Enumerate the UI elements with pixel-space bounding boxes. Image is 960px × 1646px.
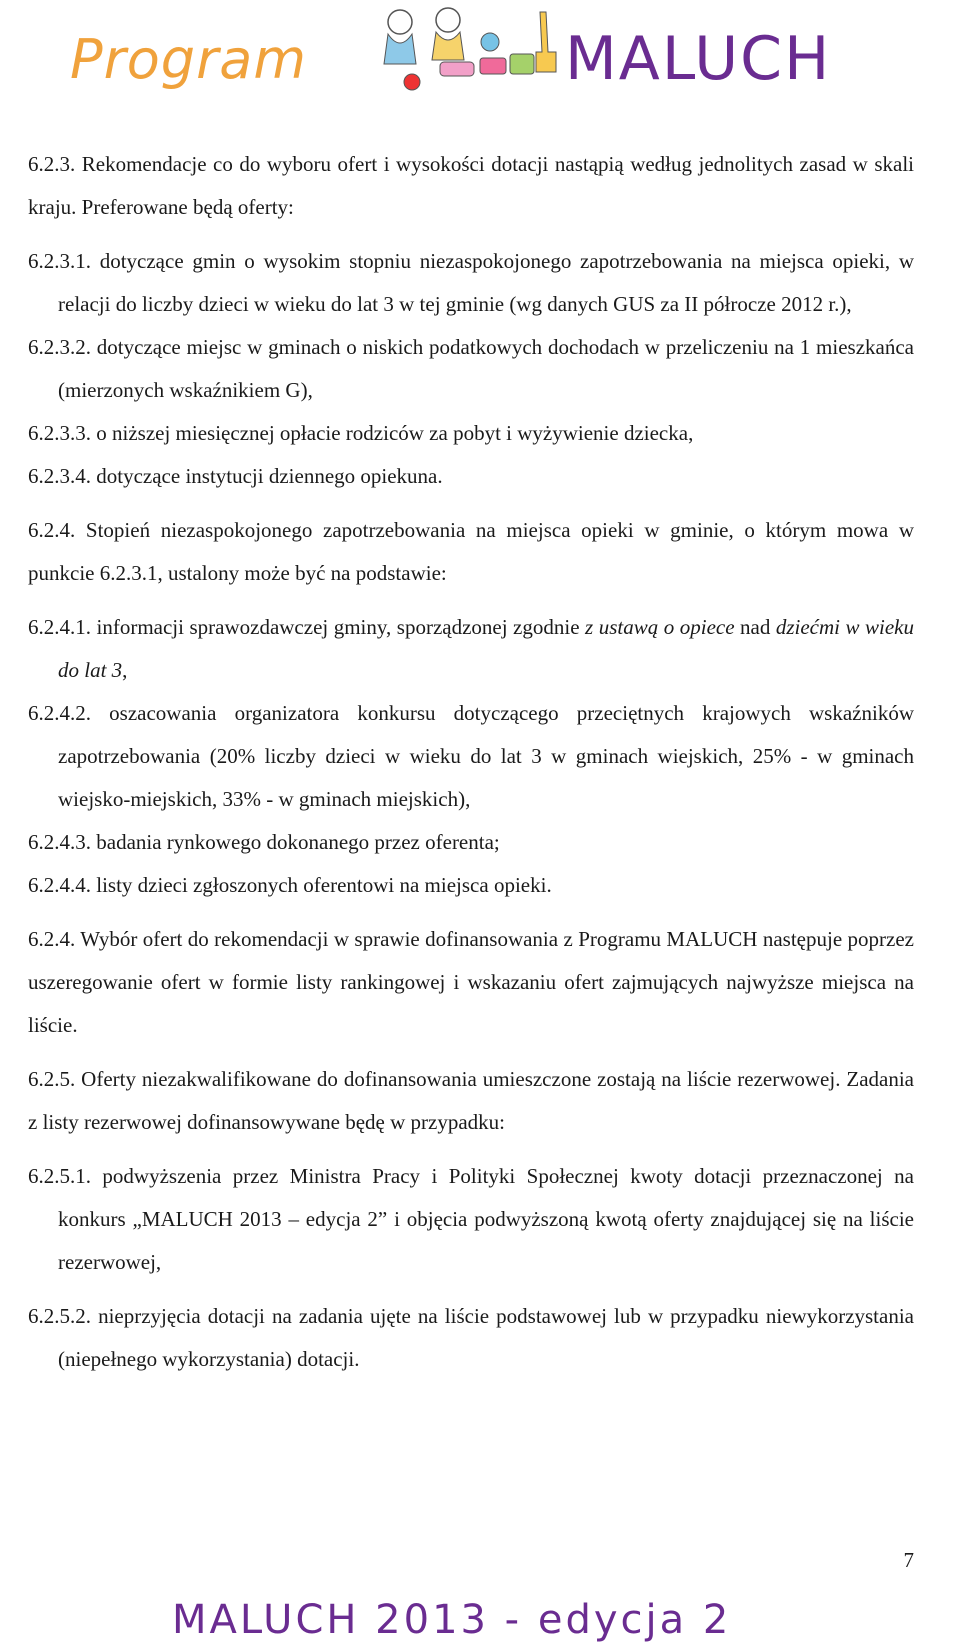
paragraph-6-2-5-2-text: 6.2.5.2. nieprzyjęcia dotacji na zadania ujęte na liście podstawowej lub w przypadku niewykorzystania (niepełnego wykorzystania) dotacji. xyxy=(28,1304,914,1371)
paragraph-6-2-3-1-text: 6.2.3.1. dotyczące gmin o wysokim stopniu niezaspokojonego zapotrzebowania na miejsca opieki, w relacji do liczby dzieci w wieku do lat 3 w tej gminie (wg danych GUS za II półrocze 2012 r.), xyxy=(28,249,914,316)
law-reference-nad: nad xyxy=(740,615,771,639)
paragraph-6-2-4-b: 6.2.4. Wybór ofert do rekomendacji w sprawie dofinansowania z Programu MALUCH następuje poprzez uszeregowanie ofert w formie listy rankingowej i wskazaniu ofert zajmujących najwyższe miejsca na liście. xyxy=(28,927,914,1037)
paragraph-6-2-5: 6.2.5. Oferty niezakwalifikowane do dofinansowania umieszczone zostają na liście rezerwowej. Zadania z listy rezerwowej dofinansowywane będę w przypadku: xyxy=(28,1067,914,1134)
paragraph-6-2-5-1-text: 6.2.5.1. podwyższenia przez Ministra Pracy i Polityki Społecznej kwoty dotacji przeznaczonej na konkurs „MALUCH 2013 – edycja 2” i objęcia podwyższoną kwotą oferty znajdującej się na liście rezerwowej, xyxy=(28,1164,914,1274)
logo-maluch-text: MALUCH xyxy=(565,24,832,94)
paragraph-6-2-4-1 xyxy=(28,606,914,692)
footer-logo-text: MALUCH 2013 - edycja 2 xyxy=(172,1597,732,1643)
law-reference-part1: z ustawą o opiece xyxy=(585,615,735,639)
paragraph-6-2-4-3: 6.2.4.3. badania rynkowego dokonanego przez oferenta; xyxy=(28,830,500,854)
children-illustration-icon xyxy=(370,2,570,102)
page-footer xyxy=(0,1595,960,1646)
page-header xyxy=(0,0,960,115)
paragraph-6-2-4: 6.2.4. Stopień niezaspokojonego zapotrzebowania na miejsca opieki w gminie, o którym mowa w punkcie 6.2.3.1, ustalony może być na podstawie: xyxy=(28,518,914,585)
page-number: 7 xyxy=(903,1548,914,1572)
law-reference-part2: dziećmi w wieku do lat 3 xyxy=(58,615,914,682)
paragraph-6-2-4-2-text: 6.2.4.2. oszacowania organizatora konkursu dotyczącego przeciętnych krajowych wskaźników zapotrzebowania (20% liczby dzieci w wieku do lat 3 w gminach wiejskich, 25% - w gminach wiejsko-miejskich, 33% - w gminach miejskich), xyxy=(28,701,914,811)
logo-program-text: Program xyxy=(70,28,307,91)
paragraph-6-2-3-2-text: 6.2.3.2. dotyczące miejsc w gminach o niskich podatkowych dochodach w przeliczeniu na 1 mieszkańca (mierzonych wskaźnikiem G), xyxy=(28,335,914,402)
paragraph-6-2-4-1-suffix: , xyxy=(122,658,128,682)
paragraph-6-2-3-2 xyxy=(28,326,914,412)
paragraph-6-2-3: 6.2.3. Rekomendacje co do wyboru ofert i wysokości dotacji nastąpią według jednolitych zasad w skali kraju. Preferowane będą oferty: xyxy=(28,152,914,219)
paragraph-6-2-3-1 xyxy=(28,240,914,326)
paragraph-6-2-4-1-prefix: 6.2.4.1. informacji sprawozdawczej gminy, sporządzonej zgodnie xyxy=(28,615,580,639)
paragraph-6-2-3-3: 6.2.3.3. o niższej miesięcznej opłacie rodziców za pobyt i wyżywienie dziecka, xyxy=(28,421,694,445)
document-body xyxy=(28,143,914,1381)
paragraph-6-2-3-4: 6.2.3.4. dotyczące instytucji dziennego opiekuna. xyxy=(28,464,443,488)
paragraph-6-2-5-2 xyxy=(28,1295,914,1381)
paragraph-6-2-5-1 xyxy=(28,1155,914,1284)
paragraph-6-2-4-4: 6.2.4.4. listy dzieci zgłoszonych oferentowi na miejsca opieki. xyxy=(28,873,552,897)
paragraph-6-2-4-2 xyxy=(28,692,914,821)
